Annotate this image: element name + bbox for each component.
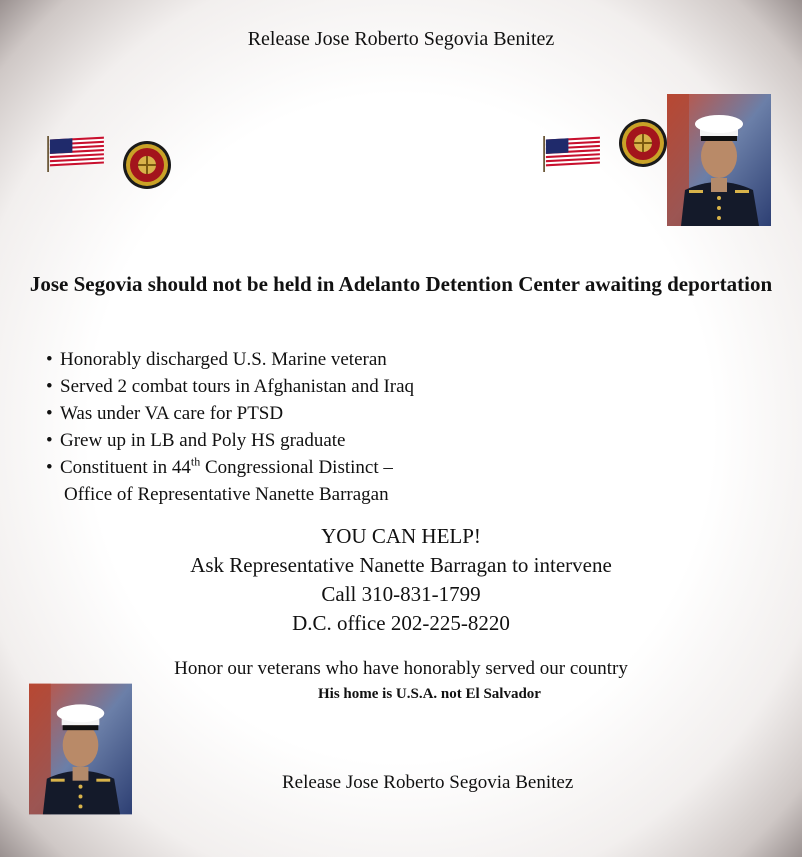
list-item: • Served 2 combat tours in Afghanistan and Iraq <box>46 373 414 400</box>
phone-line: Call 310-831-1799 <box>321 582 481 606</box>
headline: Jose Segovia should not be held in Adelanto Detention Center awaiting deportation <box>29 272 773 296</box>
dc-office-line: D.C. office 202-225-8220 <box>292 611 510 635</box>
ordinal-suffix: th <box>190 454 201 469</box>
top-title: Release Jose Roberto Segovia Benitez <box>247 28 555 50</box>
list-item: • Grew up in LB and Poly HS graduate <box>46 427 414 454</box>
constituent-prefix: Constituent in 44 <box>60 457 191 478</box>
honor-veterans-text: Honor our veterans who have honorably served our country <box>174 658 628 679</box>
marine-corps-seal-icon <box>122 140 172 190</box>
american-flag-icon <box>44 136 108 172</box>
facts-list <box>46 346 414 508</box>
call-to-action <box>0 522 802 638</box>
list-item: • Was under VA care for PTSD <box>46 400 414 427</box>
marine-portrait-photo <box>29 683 132 815</box>
list-item: • Honorably discharged U.S. Marine veteran <box>46 346 414 373</box>
marine-corps-seal-icon <box>618 118 668 168</box>
office-line: Office of Representative Nanette Barragan <box>64 484 389 505</box>
you-can-help: YOU CAN HELP! <box>321 524 481 548</box>
american-flag-icon <box>540 136 604 172</box>
list-item <box>46 454 414 481</box>
list-item-continuation <box>46 481 414 508</box>
ask-representative: Ask Representative Nanette Barragan to intervene <box>190 553 612 577</box>
marine-portrait-photo <box>667 94 771 226</box>
bottom-title: Release Jose Roberto Segovia Benitez <box>282 772 574 793</box>
home-statement: His home is U.S.A. not El Salvador <box>318 686 541 702</box>
constituent-suffix: Congressional Distinct – <box>200 457 393 478</box>
